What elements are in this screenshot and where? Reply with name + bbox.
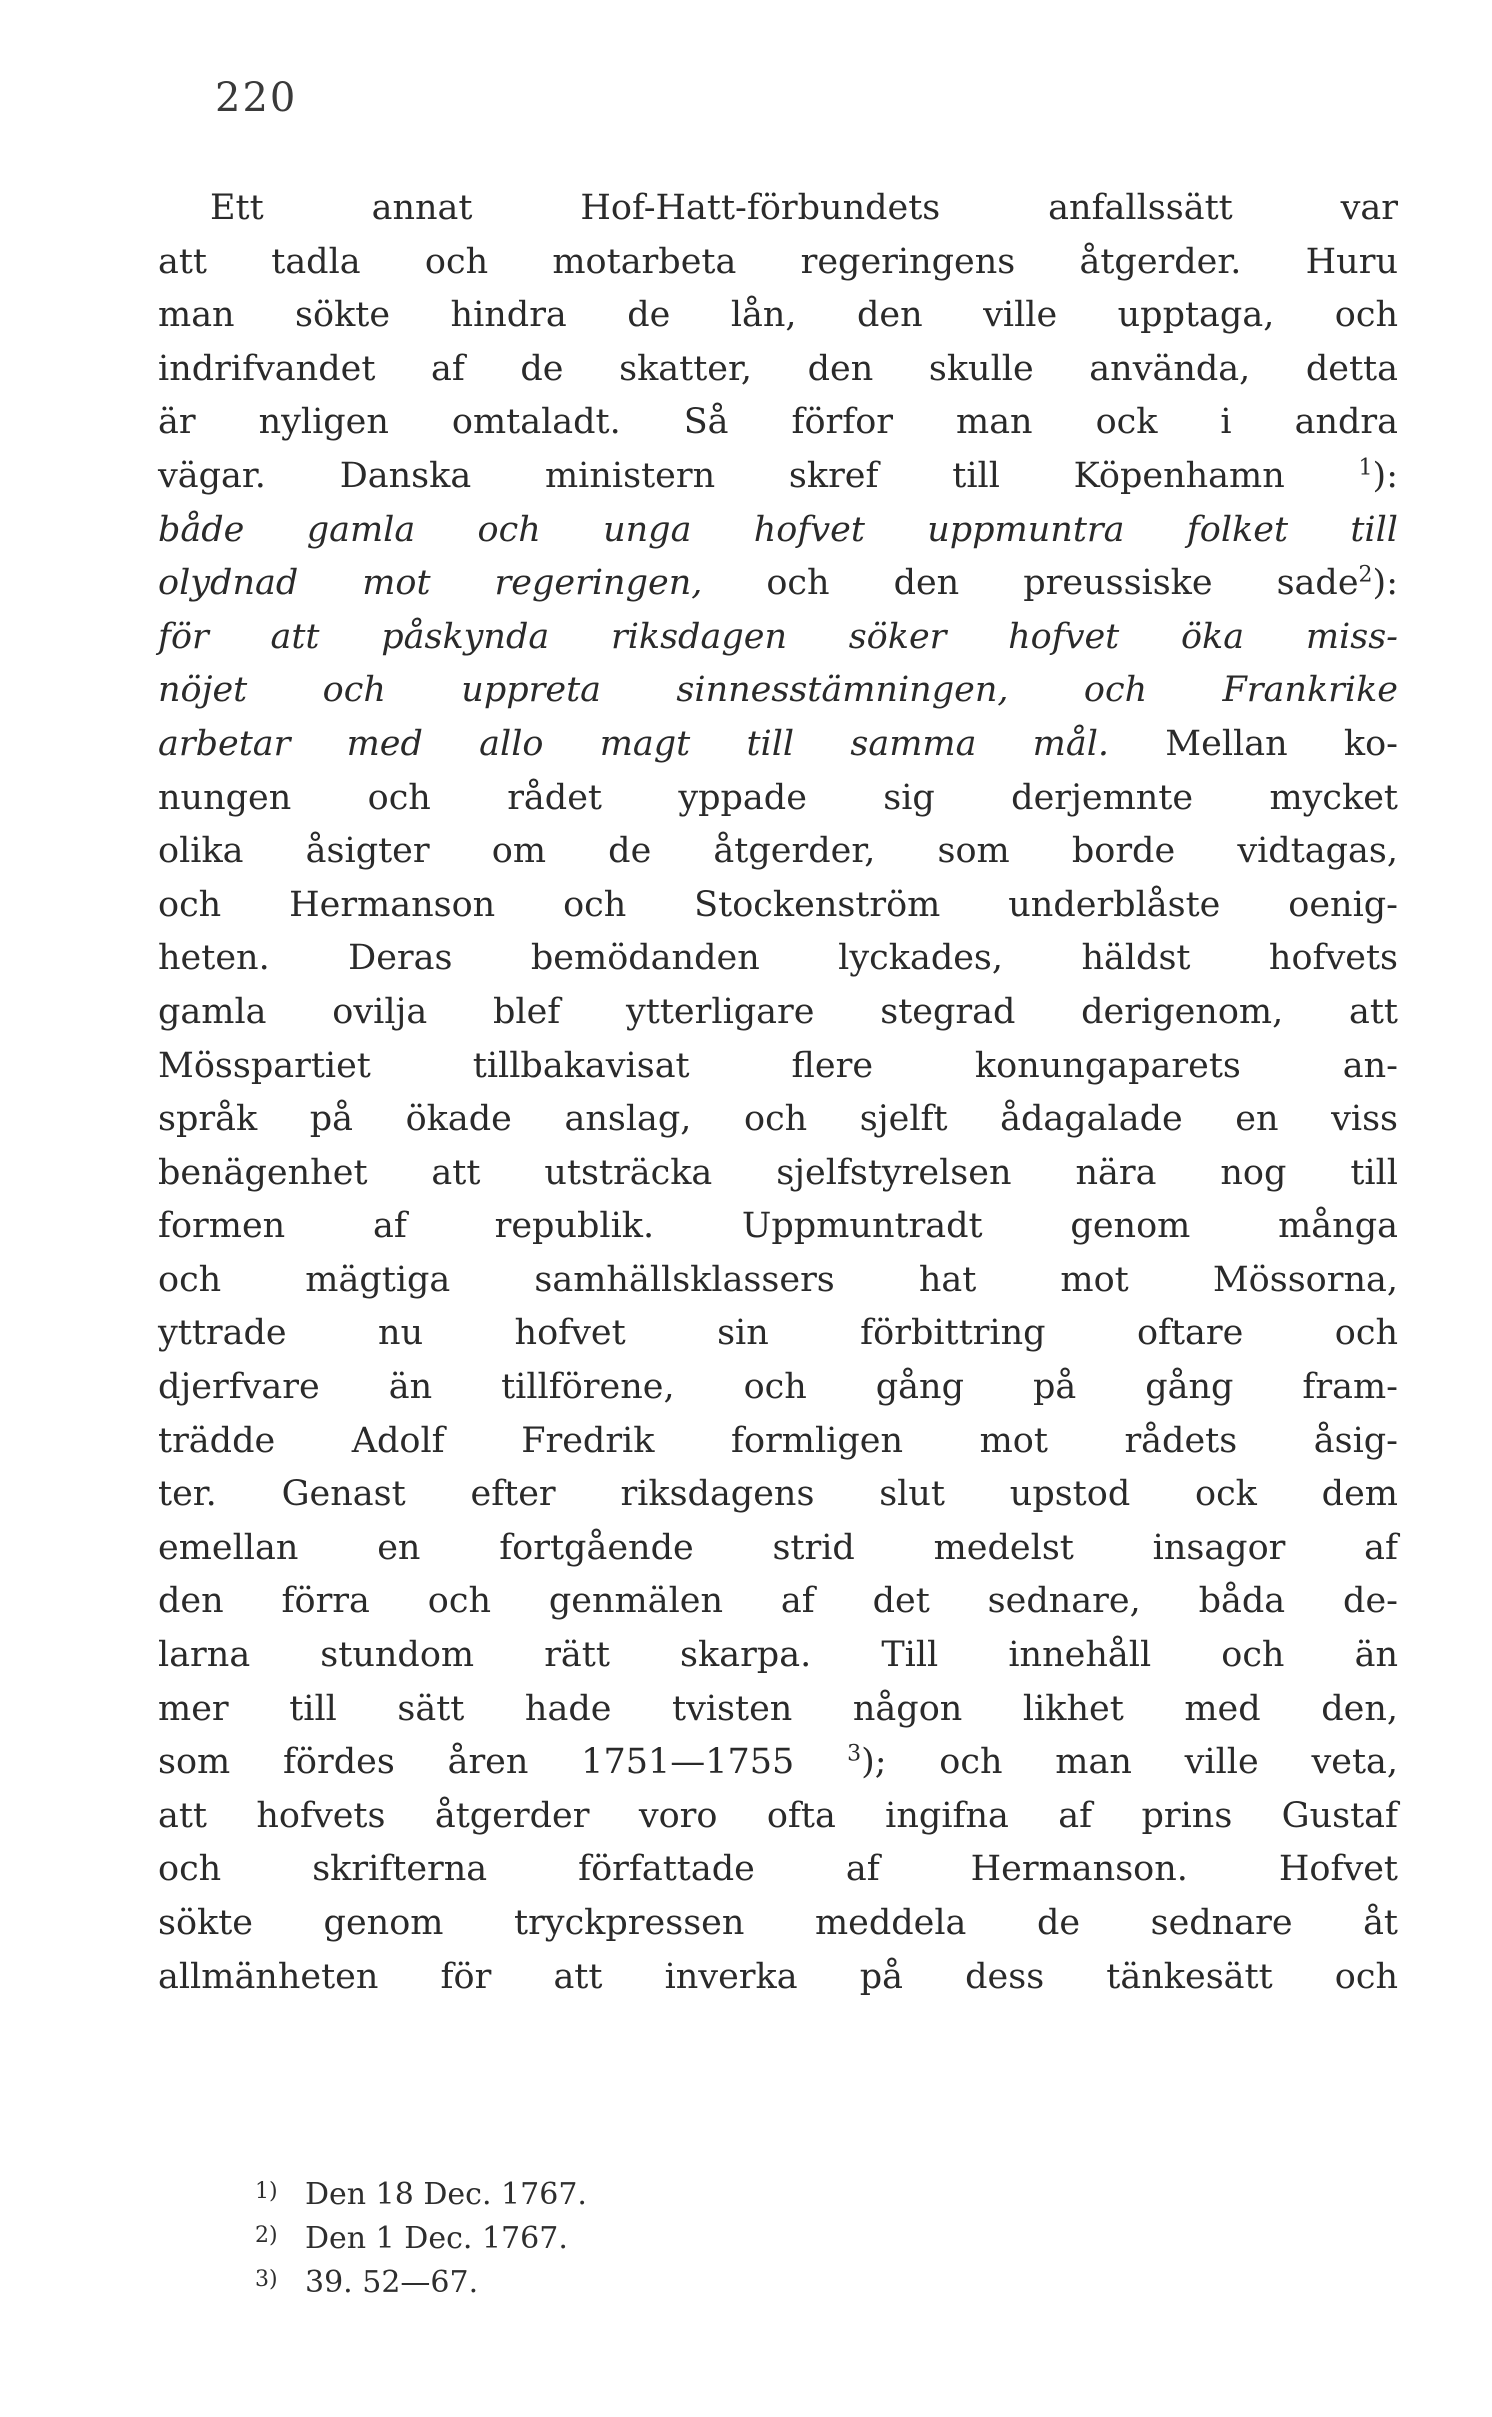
text-line: att tadla och motarbeta regeringens åtgerder. Huru xyxy=(158,241,1398,282)
text-line: indrifvandet af de skatter, den skulle använda, detta xyxy=(158,348,1398,389)
footnote-mark: 3) xyxy=(255,2267,278,2292)
text-line: och mägtiga samhällsklassers hat mot Mössorna, xyxy=(158,1259,1398,1300)
text-line: vägar. Danska ministern skref till Köpenhamn $^1$): xyxy=(158,455,1398,496)
text-line: är nyligen omtaladt. Så förfor man ock i andra xyxy=(158,402,1398,443)
text-line: yttrade nu hofvet sin förbittring oftare och xyxy=(158,1313,1398,1354)
footnote-ref: 1 xyxy=(1358,455,1373,481)
page-number: 220 xyxy=(215,75,298,121)
text-line: sökte genom tryckpressen meddela de sednare åt xyxy=(158,1903,1398,1943)
footnote-mark: 1) xyxy=(255,2179,278,2204)
footnote-text: Den 18 Dec. 1767. xyxy=(305,2177,587,2212)
text-line: Mösspartiet tillbakavisat flere konungaparets an- xyxy=(158,1045,1398,1086)
text-line: och Hermanson och Stockenström underblåste oenig- xyxy=(158,884,1398,925)
text-line: som fördes åren 1751—1755 $^3$); och man ville veta, xyxy=(158,1741,1398,1783)
text-line: nöjet och uppreta sinnesstämningen, och Frankrike xyxy=(158,670,1398,711)
text-line: olika åsigter om de åtgerder, som borde vidtagas, xyxy=(158,831,1398,872)
text-line: för att påskynda riksdagen söker hofvet öka miss- xyxy=(158,616,1398,657)
text-line: heten. Deras bemödanden lyckades, häldst hofvets xyxy=(158,938,1398,979)
text-line: arbetar med allo magt till samma mål. Mellan ko- xyxy=(158,723,1398,764)
footnotes xyxy=(255,2170,587,2302)
text-line: den förra och genmälen af det sednare, båda de- xyxy=(158,1581,1398,1622)
footnote-ref: 3 xyxy=(847,1741,862,1767)
footnote xyxy=(255,2214,587,2258)
text-line: djerfvare än tillförene, och gång på gång fram- xyxy=(158,1367,1398,1408)
text-line: och skrifterna författade af Hermanson. Hofvet xyxy=(158,1849,1398,1890)
text-line: mer till sätt hade tvisten någon likhet med den, xyxy=(158,1688,1398,1729)
footnote xyxy=(255,2258,587,2302)
text-line: emellan en fortgående strid medelst insagor af xyxy=(158,1527,1398,1568)
text-line: ter. Genast efter riksdagens slut upstod ock dem xyxy=(158,1474,1398,1515)
footnote-ref: 2 xyxy=(1358,562,1373,588)
text-line: språk på ökade anslag, och sjelft ådagalade en viss xyxy=(158,1099,1398,1140)
text-line: allmänheten för att inverka på dess tänkesätt och xyxy=(158,1956,1398,1997)
text-line: formen af republik. Uppmuntradt genom många xyxy=(158,1206,1398,1247)
text-line: benägenhet att utsträcka sjelfstyrelsen nära nog till xyxy=(158,1152,1398,1193)
text-line: Ett annat Hof-Hatt-förbundets anfallssätt var xyxy=(210,188,1398,228)
text-line: trädde Adolf Fredrik formligen mot rådets åsig- xyxy=(158,1420,1398,1461)
text-line: att hofvets åtgerder voro ofta ingifna af prins Gustaf xyxy=(158,1795,1398,1836)
footnote-mark: 2) xyxy=(255,2223,278,2248)
footnote-text: 39. 52—67. xyxy=(305,2265,479,2300)
text-line: olydnad mot regeringen, och den preussiske sade$^2$): xyxy=(158,562,1398,604)
text-line: gamla ovilja blef ytterligare stegrad derigenom, att xyxy=(158,991,1398,1032)
footnote xyxy=(255,2170,587,2214)
text-line: både gamla och unga hofvet uppmuntra folket till xyxy=(158,509,1398,550)
text-line: man sökte hindra de lån, den ville upptaga, och xyxy=(158,295,1398,336)
text-line: larna stundom rätt skarpa. Till innehåll och än xyxy=(158,1635,1398,1676)
text-line: nungen och rådet yppade sig derjemnte mycket xyxy=(158,777,1398,818)
footnote-text: Den 1 Dec. 1767. xyxy=(305,2221,568,2256)
body-text xyxy=(158,182,1398,2004)
